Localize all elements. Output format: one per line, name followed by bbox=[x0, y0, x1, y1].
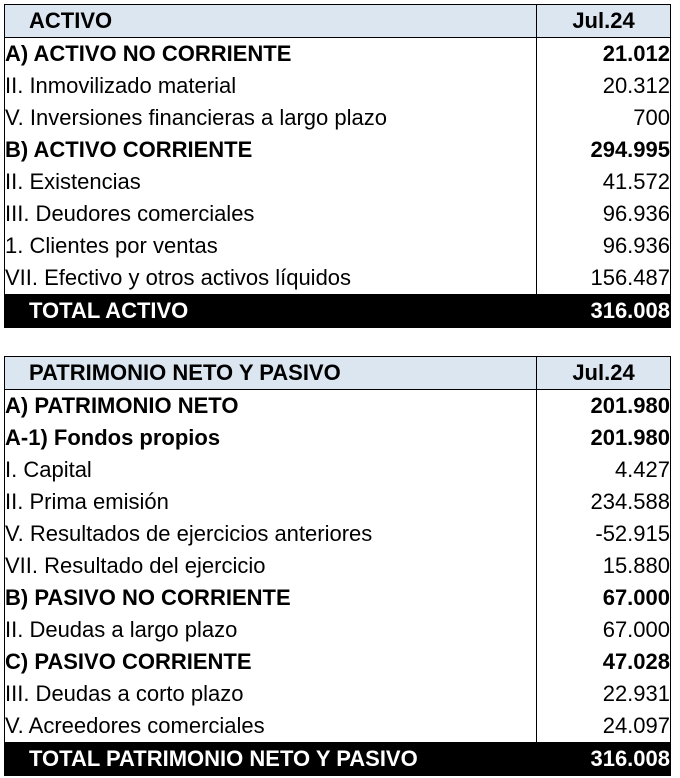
pasivo-header-label: PATRIMONIO NETO Y PASIVO bbox=[5, 357, 537, 390]
row-label: II. Deudas a largo plazo bbox=[5, 614, 537, 646]
row-value: -52.915 bbox=[537, 518, 671, 550]
table-row bbox=[5, 518, 671, 550]
table-row bbox=[5, 422, 671, 454]
activo-table bbox=[4, 4, 671, 328]
table-row bbox=[5, 198, 671, 230]
table-row bbox=[5, 550, 671, 582]
activo-header-row bbox=[5, 5, 671, 38]
row-value: 156.487 bbox=[537, 262, 671, 295]
row-value: 96.936 bbox=[537, 230, 671, 262]
table-row bbox=[5, 102, 671, 134]
pasivo-table bbox=[4, 356, 671, 776]
row-value: 67.000 bbox=[537, 614, 671, 646]
row-label: A) PATRIMONIO NETO bbox=[5, 390, 537, 423]
row-label: VII. Resultado del ejercicio bbox=[5, 550, 537, 582]
row-label: B) PASIVO NO CORRIENTE bbox=[5, 582, 537, 614]
row-label: A-1) Fondos propios bbox=[5, 422, 537, 454]
pasivo-header-period: Jul.24 bbox=[537, 357, 671, 390]
activo-header-label: ACTIVO bbox=[5, 5, 537, 38]
row-value: 96.936 bbox=[537, 198, 671, 230]
row-value: 700 bbox=[537, 102, 671, 134]
row-label: V. Inversiones financieras a largo plazo bbox=[5, 102, 537, 134]
row-label: 1. Clientes por ventas bbox=[5, 230, 537, 262]
row-value: 20.312 bbox=[537, 70, 671, 102]
table-row bbox=[5, 166, 671, 198]
row-value: 201.980 bbox=[537, 422, 671, 454]
row-label: II. Prima emisión bbox=[5, 486, 537, 518]
total-value: 316.008 bbox=[537, 743, 671, 776]
row-label: I. Capital bbox=[5, 454, 537, 486]
table-row bbox=[5, 646, 671, 678]
row-label: V. Resultados de ejercicios anteriores bbox=[5, 518, 537, 550]
total-label: TOTAL PATRIMONIO NETO Y PASIVO bbox=[5, 743, 537, 776]
row-label: II. Existencias bbox=[5, 166, 537, 198]
table-row bbox=[5, 134, 671, 166]
row-value: 15.880 bbox=[537, 550, 671, 582]
activo-total-row bbox=[5, 295, 671, 328]
table-row bbox=[5, 262, 671, 295]
row-value: 294.995 bbox=[537, 134, 671, 166]
row-value: 47.028 bbox=[537, 646, 671, 678]
row-value: 22.931 bbox=[537, 678, 671, 710]
total-label: TOTAL ACTIVO bbox=[5, 295, 537, 328]
table-row bbox=[5, 710, 671, 743]
row-label: III. Deudores comerciales bbox=[5, 198, 537, 230]
row-value: 41.572 bbox=[537, 166, 671, 198]
table-row bbox=[5, 614, 671, 646]
row-value: 67.000 bbox=[537, 582, 671, 614]
row-label: VII. Efectivo y otros activos líquidos bbox=[5, 262, 537, 295]
row-label: III. Deudas a corto plazo bbox=[5, 678, 537, 710]
row-value: 201.980 bbox=[537, 390, 671, 423]
table-row bbox=[5, 486, 671, 518]
row-label: B) ACTIVO CORRIENTE bbox=[5, 134, 537, 166]
table-row bbox=[5, 70, 671, 102]
table-row bbox=[5, 230, 671, 262]
table-row bbox=[5, 38, 671, 71]
table-row bbox=[5, 582, 671, 614]
row-label: II. Inmovilizado material bbox=[5, 70, 537, 102]
row-value: 21.012 bbox=[537, 38, 671, 71]
row-label: V. Acreedores comerciales bbox=[5, 710, 537, 743]
row-label: A) ACTIVO NO CORRIENTE bbox=[5, 38, 537, 71]
row-value: 24.097 bbox=[537, 710, 671, 743]
row-value: 234.588 bbox=[537, 486, 671, 518]
pasivo-header-row bbox=[5, 357, 671, 390]
table-row bbox=[5, 678, 671, 710]
row-value: 4.427 bbox=[537, 454, 671, 486]
table-row bbox=[5, 390, 671, 423]
table-row bbox=[5, 454, 671, 486]
total-value: 316.008 bbox=[537, 295, 671, 328]
row-label: C) PASIVO CORRIENTE bbox=[5, 646, 537, 678]
pasivo-total-row bbox=[5, 743, 671, 776]
activo-header-period: Jul.24 bbox=[537, 5, 671, 38]
